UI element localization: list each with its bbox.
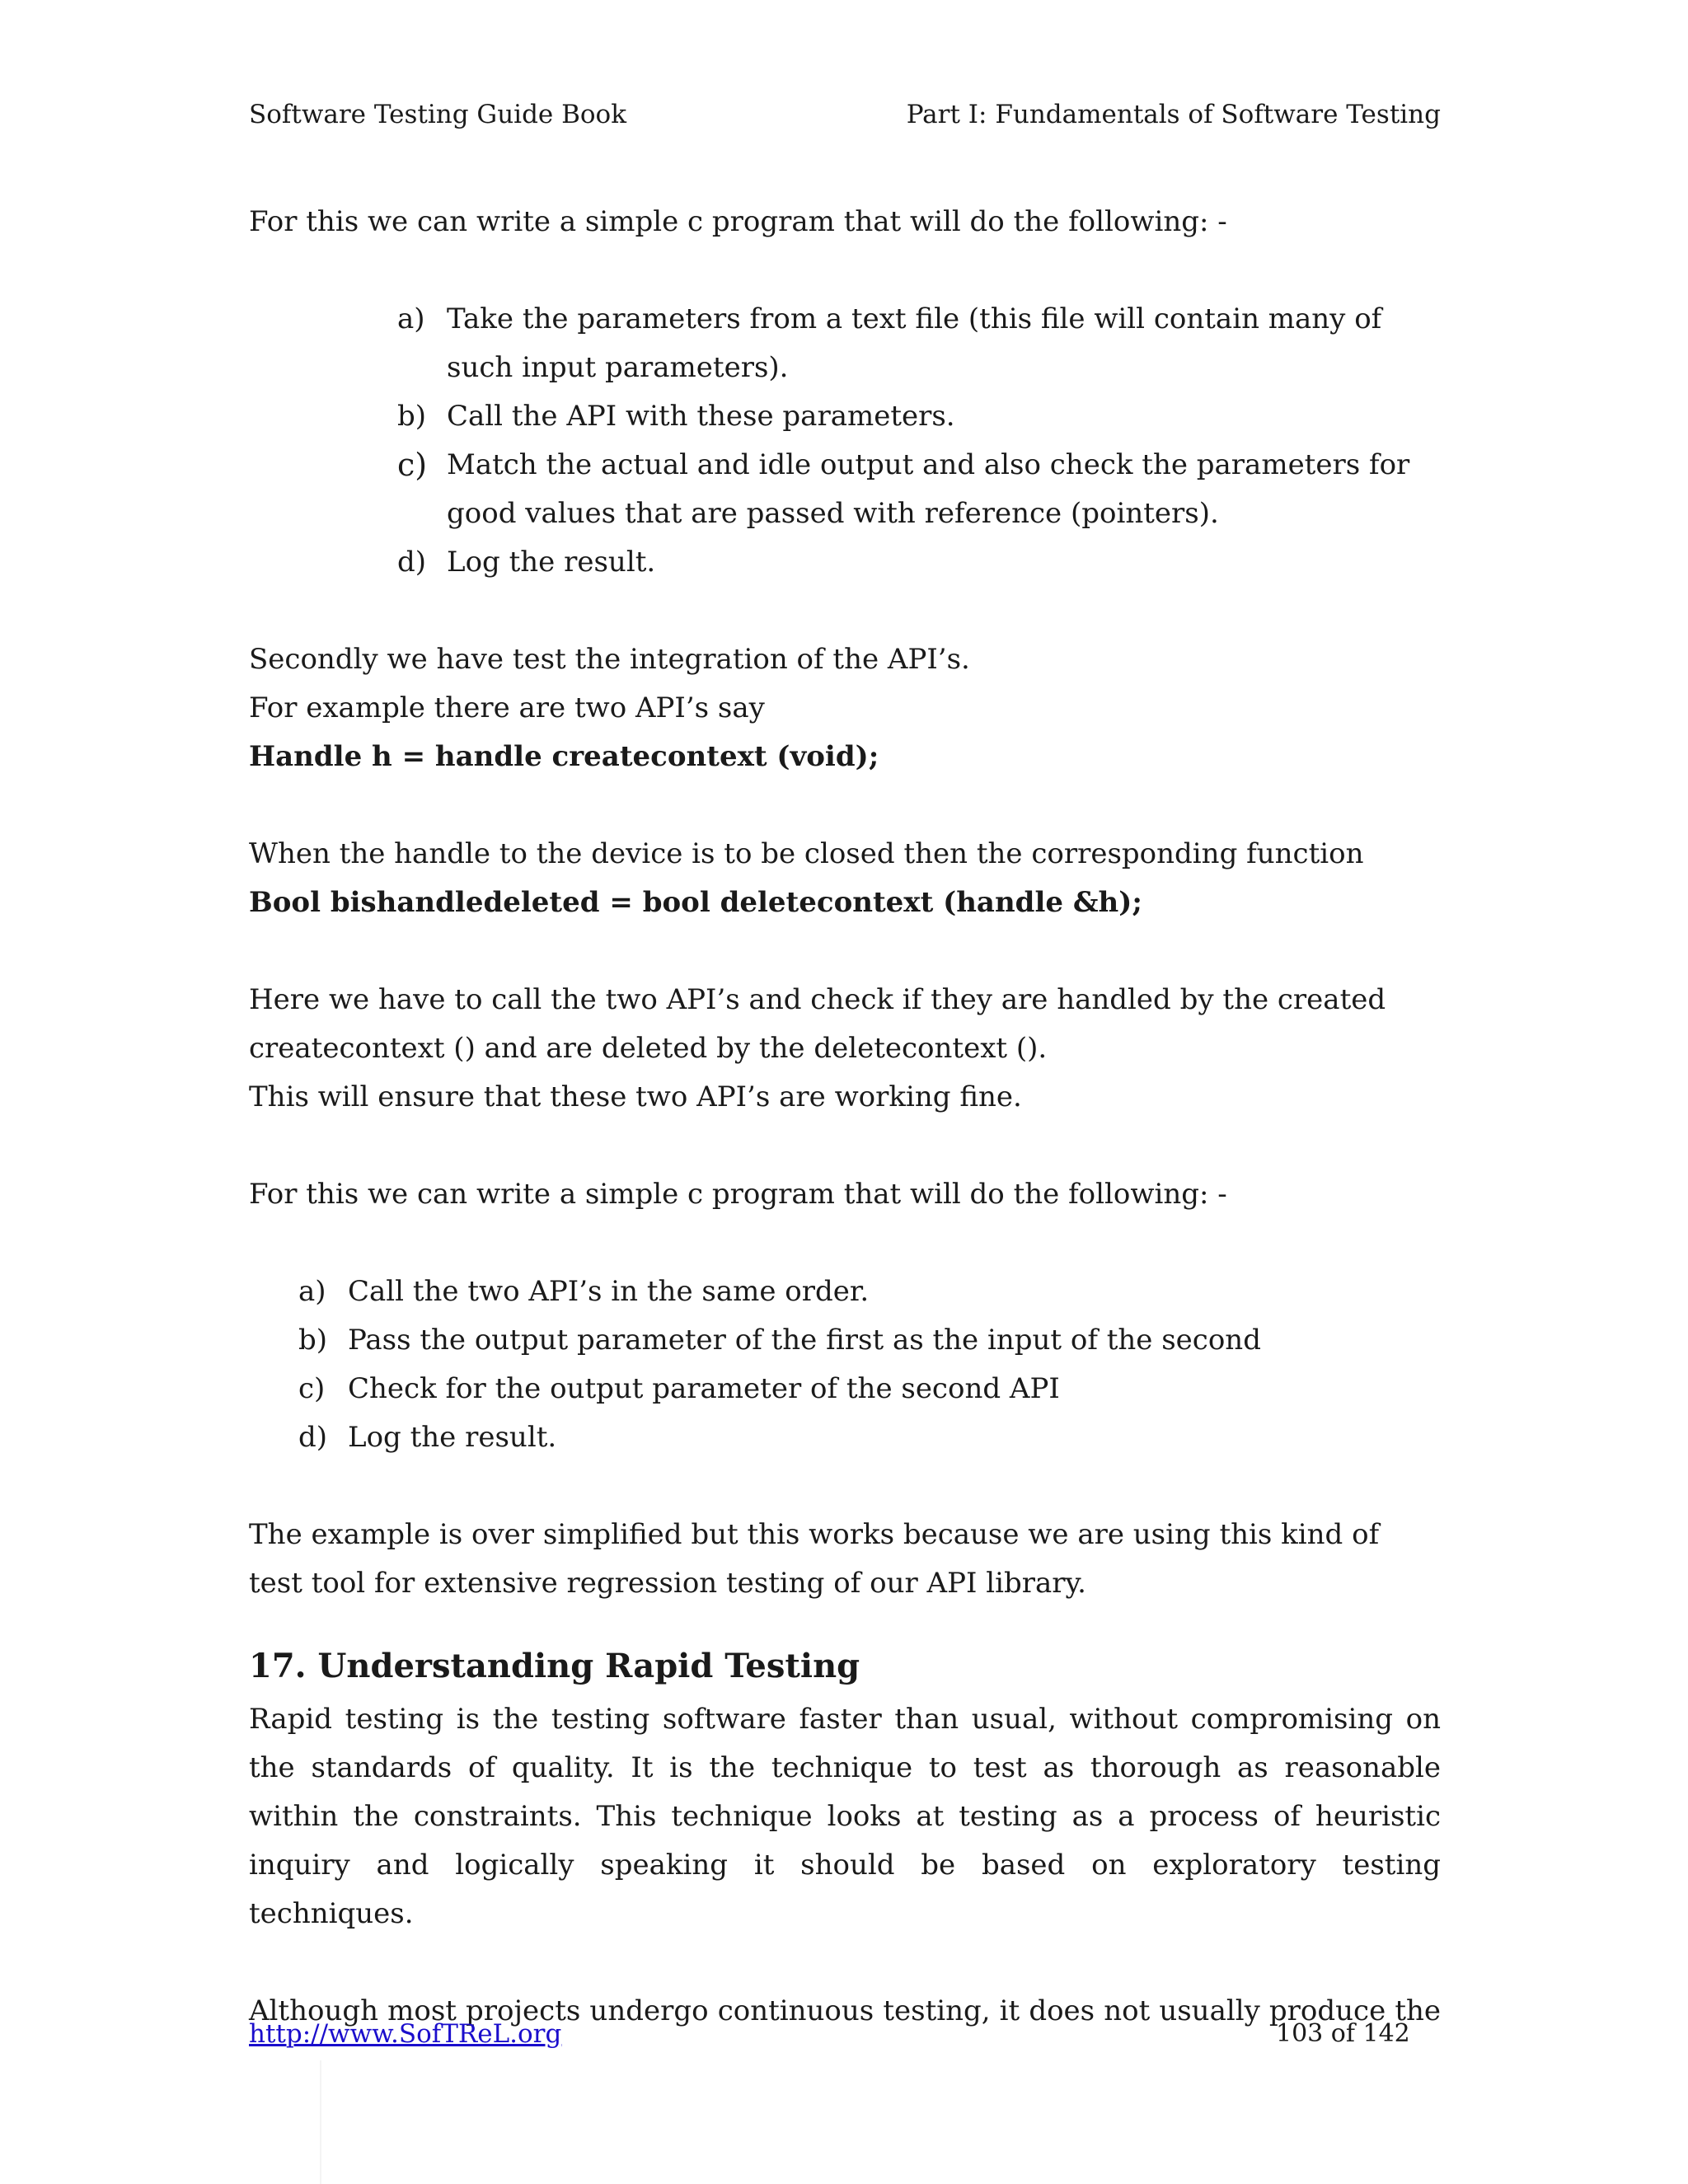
list-item-text: Check for the output parameter of the second API: [348, 1372, 1060, 1405]
list-item: [298, 1316, 1441, 1365]
paragraph-example: For example there are two API’s say: [249, 691, 765, 724]
intro-paragraph-1: For this we can write a simple c program that will do the following: -: [249, 205, 1227, 238]
list-item-text: Call the two API’s in the same order.: [348, 1275, 870, 1308]
footer-page-number: 103 of 142: [1276, 2019, 1410, 2048]
paragraph-here: Here we have to call the two API’s and check if they are handled by the created createcontext () and are deleted by the deletecontext ().: [249, 983, 1386, 1065]
paragraph-handle: When the handle to the device is to be closed then the corresponding function: [249, 837, 1364, 870]
code-deletecontext: Bool bishandledeleted = bool deletecontext (handle &h);: [249, 886, 1142, 919]
paragraph-secondly: Secondly we have test the integration of the API’s.: [249, 643, 970, 676]
list-item: [397, 538, 1441, 587]
footer-website-link[interactable]: http://www.SofTReL.org: [249, 2019, 562, 2049]
api-test-steps-list: [397, 295, 1441, 587]
list-item: [298, 1413, 1441, 1462]
list-item: [298, 1365, 1441, 1413]
header-part-title: Part I: Fundamentals of Software Testing: [906, 100, 1441, 129]
list-marker: c): [298, 1372, 326, 1405]
list-marker: b): [298, 1324, 328, 1357]
list-marker: a): [298, 1275, 326, 1308]
integration-test-steps-list: [298, 1268, 1441, 1462]
section-heading: 17. Understanding Rapid Testing: [249, 1647, 860, 1685]
list-item: [397, 441, 1441, 538]
scan-artifact-line: [320, 2060, 321, 2184]
list-item: [397, 295, 1441, 392]
list-item: [397, 392, 1441, 441]
paragraph-simplified: The example is over simplified but this works because we are using this kind of test tool for extensive regression testing of our API library.: [249, 1518, 1380, 1600]
intro-paragraph-2: For this we can write a simple c program that will do the following: -: [249, 1178, 1227, 1211]
paragraph-ensure: This will ensure that these two API’s are working fine.: [249, 1080, 1022, 1113]
list-item-text: Pass the output parameter of the first as the input of the second: [348, 1324, 1261, 1357]
header-book-title: Software Testing Guide Book: [249, 100, 627, 129]
list-item: [298, 1268, 1441, 1316]
list-marker: c): [397, 447, 428, 483]
list-item-text: Call the API with these parameters.: [447, 400, 955, 433]
paragraph-although: Although most projects undergo continuous testing, it does not usually produce the: [249, 1994, 1441, 2027]
code-createcontext: Handle h = handle createcontext (void);: [249, 740, 879, 773]
list-marker: a): [397, 302, 425, 335]
list-item-text: Match the actual and idle output and also check the parameters for good values that are passed with reference (pointers).: [447, 448, 1410, 530]
page-body: [249, 198, 1441, 2036]
list-item-text: Log the result.: [348, 1421, 557, 1454]
paragraph-rapid-testing: Rapid testing is the testing software faster than usual, without compromising on the standards of quality. It is the technique to test as thorough as reasonable within the constraints. This technique looks at testing as a process of heuristic inquiry and logically speaking it should be based on exploratory testing techniques.: [249, 1703, 1441, 1930]
list-item-text: Take the parameters from a text file (this file will contain many of such input parameters).: [447, 302, 1382, 384]
list-marker: b): [397, 400, 427, 433]
list-marker: d): [397, 546, 427, 579]
list-item-text: Log the result.: [447, 546, 656, 579]
list-marker: d): [298, 1421, 328, 1454]
